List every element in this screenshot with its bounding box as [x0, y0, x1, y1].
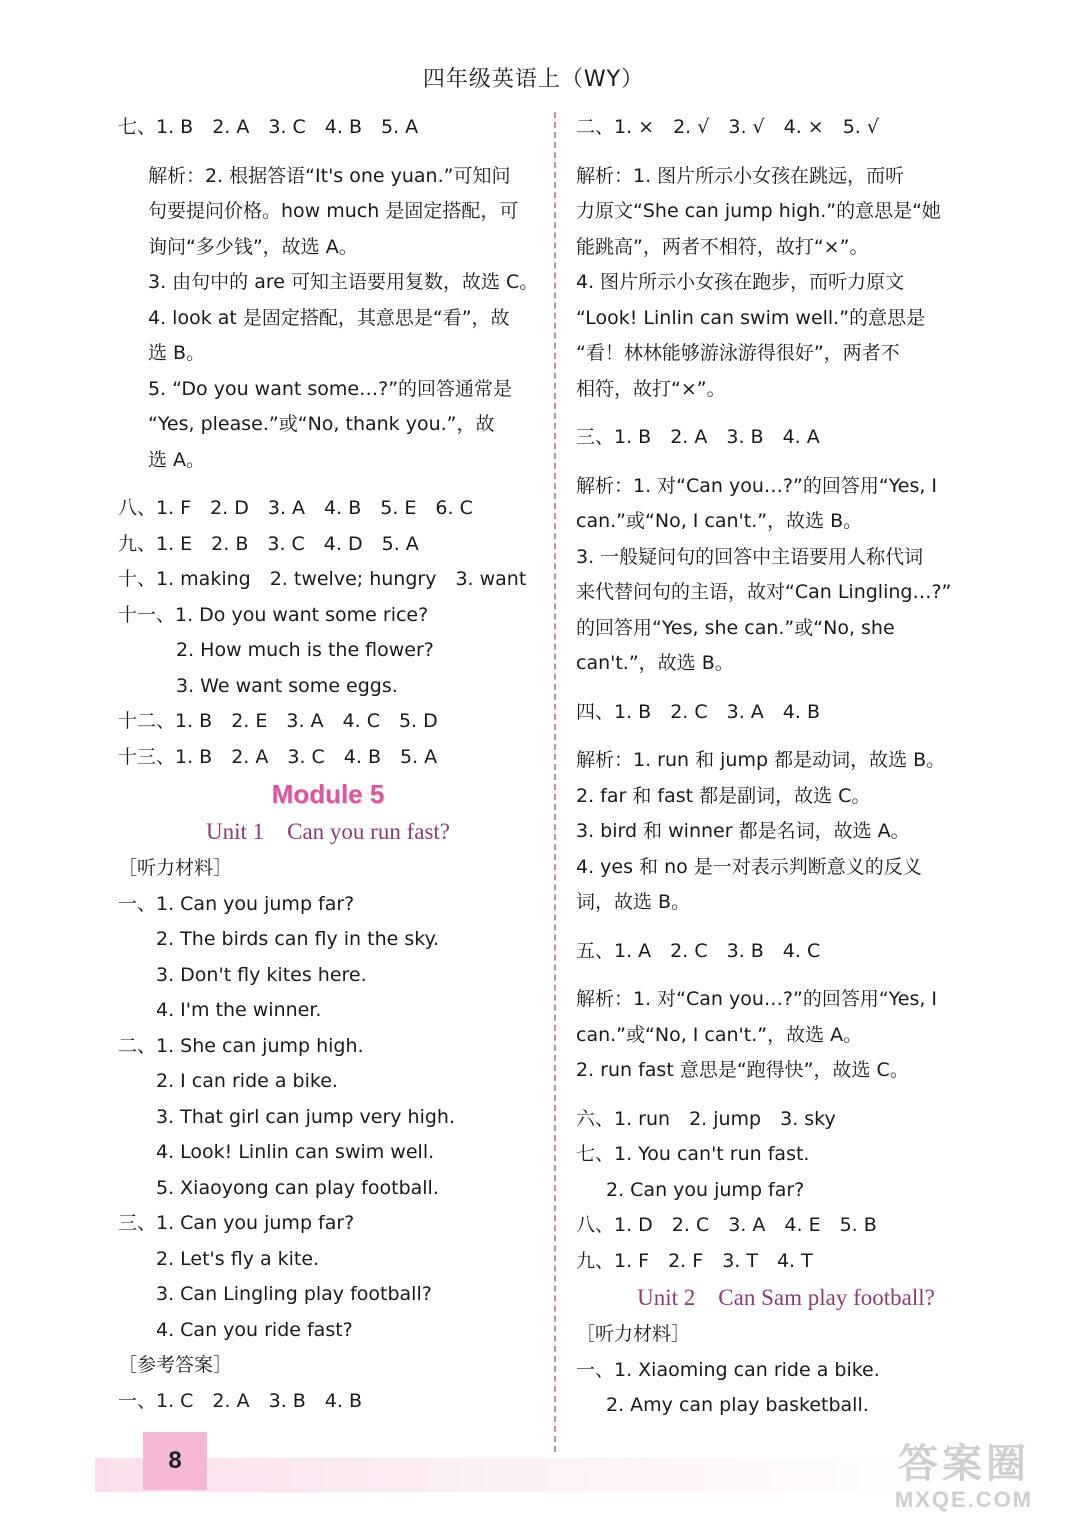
right-column: [576, 110, 996, 1424]
spacer: [576, 407, 996, 420]
text-line: 2. The birds can fly in the sky.: [156, 928, 440, 950]
text-line: 2. Can you jump far?: [606, 1178, 805, 1201]
spacer: [576, 730, 996, 743]
text-line: 八、1. D 2. C 3. A 4. E 5. B: [576, 1214, 877, 1236]
text-line: 的回答用“Yes, she can.”或“No, she: [576, 616, 895, 639]
text-line: 十一、1. Do you want some rice?: [118, 603, 429, 626]
text-line: can.”或“No, I can't.”，故选 B。: [576, 510, 863, 532]
text-line: 选 B。: [148, 342, 206, 364]
text-line: 一、1. C 2. A 3. B 4. B: [118, 1389, 363, 1412]
text-line: 三、1. B 2. A 3. B 4. A: [576, 426, 820, 448]
text-line: 七、1. B 2. A 3. C 4. B 5. A: [118, 116, 419, 138]
text-line: can't.”，故选 B。: [576, 652, 734, 674]
text-line: 3. We want some eggs.: [176, 674, 398, 697]
text-line: 3. Don't fly kites here.: [156, 963, 367, 986]
text-line: ［参考答案］: [118, 1354, 233, 1376]
text-line: 解析：2. 根据答语“It's one yuan.”可知问: [148, 164, 511, 187]
text-line: 一、1. Can you jump far?: [118, 892, 355, 915]
text-line: 3. That girl can jump very high.: [156, 1105, 456, 1128]
watermark-logo: [879, 1442, 1049, 1522]
text-line: 力原文“She can jump high.”的意思是“她: [576, 200, 941, 222]
spacer: [576, 682, 996, 695]
text-line: 2. far 和 fast 都是副词，故选 C。: [576, 784, 871, 807]
text-line: can.”或“No, I can't.”，故选 A。: [576, 1023, 863, 1046]
text-line: 词，故选 B。: [576, 891, 691, 913]
text-line: 解析：1. 图片所示小女孩在跳远，而听: [576, 164, 905, 187]
unit-title: Unit 1 Can you run fast?: [205, 819, 450, 844]
text-line: 2. Amy can play basketball.: [606, 1394, 869, 1416]
text-line: 六、1. run 2. jump 3. sky: [576, 1107, 836, 1130]
text-line: 二、1. × 2. √ 3. √ 4. × 5. √: [576, 116, 879, 138]
text-line: 2. run fast 意思是“跑得快”，故选 C。: [576, 1059, 909, 1081]
text-line: 三、1. Can you jump far?: [118, 1212, 355, 1234]
text-line: 5. “Do you want some…?”的回答通常是: [148, 377, 513, 400]
text-line: 五、1. A 2. C 3. B 4. C: [576, 939, 821, 962]
text-line: 4. 图片所示小女孩在跑步，而听力原文: [576, 271, 905, 293]
spacer: [576, 921, 996, 934]
column-divider: [554, 112, 556, 1452]
text-line: ［听力材料］: [576, 1323, 691, 1345]
spacer: [118, 478, 538, 491]
unit-title: Unit 2 Can Sam play football?: [637, 1285, 935, 1310]
spacer: [576, 969, 996, 982]
spacer: [576, 1089, 996, 1102]
text-line: 4. Can you ride fast?: [156, 1318, 353, 1341]
module-title: Module 5: [271, 779, 385, 809]
text-line: 相符，故打“×”。: [576, 377, 726, 400]
text-line: 4. Look! Linlin can swim well.: [156, 1141, 435, 1163]
text-line: 询问“多少钱”，故选 A。: [148, 235, 358, 258]
text-line: 2. I can ride a bike.: [156, 1070, 338, 1092]
left-column: [118, 110, 538, 1419]
watermark-bottom: MXQE.COM: [894, 1487, 1034, 1512]
text-line: 十三、1. B 2. A 3. C 4. B 5. A: [118, 745, 438, 768]
text-line: “Look! Linlin can swim well.”的意思是: [576, 306, 926, 329]
text-line: 3. bird 和 winner 都是名词，故选 A。: [576, 820, 910, 842]
text-line: 5. Xiaoyong can play football.: [156, 1176, 439, 1199]
text-line: “看！林林能够游泳游得很好”，两者不: [576, 342, 900, 364]
text-line: 七、1. You can't run fast.: [576, 1143, 810, 1165]
text-line: 来代替问句的主语，故对“Can Lingling…?”: [576, 581, 952, 603]
text-line: 3. Can Lingling play football?: [156, 1283, 432, 1305]
footer-band: [95, 1458, 975, 1492]
text-line: 4. look at 是固定搭配，其意思是“看”，故: [148, 306, 510, 329]
text-line: 八、1. F 2. D 3. A 4. B 5. E 6. C: [118, 497, 473, 519]
text-line: 2. How much is the flower?: [176, 639, 434, 661]
text-line: 解析：1. 对“Can you…?”的回答用“Yes, I: [576, 474, 938, 497]
text-line: 3. 一般疑问句的回答中主语要用人称代词: [576, 545, 924, 568]
text-line: 十、1. making 2. twelve; hungry 3. want: [118, 568, 527, 590]
text-line: 选 A。: [148, 448, 206, 471]
text-line: 能跳高”，两者不相符，故打“×”。: [576, 235, 869, 258]
text-line: 四、1. B 2. C 3. A 4. B: [576, 700, 821, 723]
page-header: 四年级英语上（WY）: [422, 67, 645, 92]
text-line: 3. 由句中的 are 可知主语要用复数，故选 C。: [148, 271, 539, 293]
spacer: [576, 146, 996, 159]
text-line: ［听力材料］: [118, 857, 233, 879]
text-line: 一、1. Xiaoming can ride a bike.: [576, 1358, 880, 1381]
text-line: 句要提问价格。how much 是固定搭配，可: [148, 200, 519, 222]
watermark-top: 答案圈: [898, 1442, 1030, 1486]
spacer: [576, 456, 996, 469]
text-line: 解析：1. 对“Can you…?”的回答用“Yes, I: [576, 988, 938, 1010]
text-line: 九、1. E 2. B 3. C 4. D 5. A: [118, 532, 419, 555]
text-line: “Yes, please.”或“No, thank you.”，故: [148, 413, 495, 435]
text-line: 解析：1. run 和 jump 都是动词，故选 B。: [576, 749, 946, 771]
text-line: 二、1. She can jump high.: [118, 1034, 364, 1057]
text-line: 4. yes 和 no 是一对表示判断意义的反义: [576, 855, 922, 878]
text-line: 2. Let's fly a kite.: [156, 1247, 320, 1270]
text-line: 4. I'm the winner.: [156, 999, 322, 1021]
page-number: 8: [143, 1432, 207, 1490]
text-line: 十二、1. B 2. E 3. A 4. C 5. D: [118, 710, 438, 732]
text-line: 九、1. F 2. F 3. T 4. T: [576, 1249, 813, 1272]
spacer: [118, 146, 538, 159]
